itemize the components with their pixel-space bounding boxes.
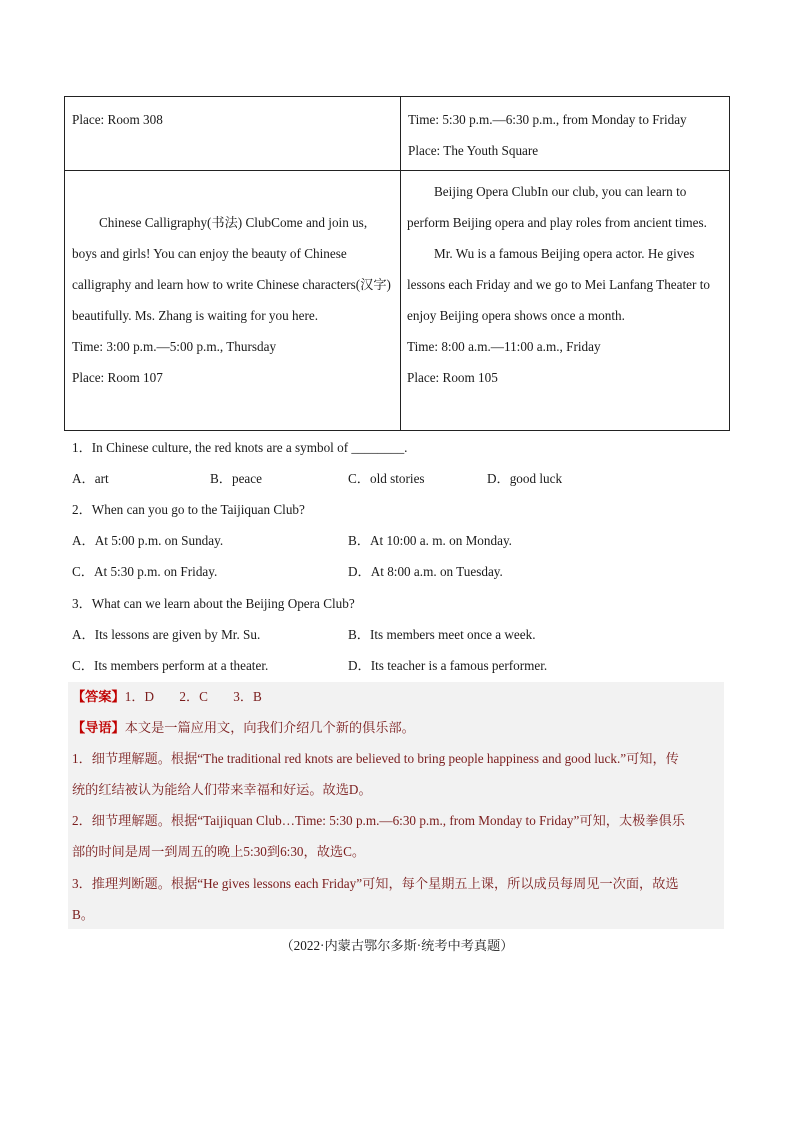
option: A．art — [72, 471, 109, 486]
time-text: Time: 8:00 a.m.—11:00 a.m., Friday — [407, 339, 601, 354]
answer-line — [72, 687, 262, 707]
time-text: Time: 5:30 p.m.—6:30 p.m., from Monday to Friday — [408, 112, 687, 127]
calligraphy-club-cell — [72, 207, 394, 393]
option: C．Its members perform at a theater. — [72, 658, 269, 673]
cell-top-right — [408, 104, 728, 166]
club-description: Beijing Opera ClubIn our club, you can learn to perform Beijing opera and play roles from ancient times. — [407, 184, 707, 230]
cell-top-left — [72, 104, 392, 135]
question-stem: 1．In Chinese culture, the red knots are a symbol of ________. — [72, 440, 408, 455]
option: D．Its teacher is a famous performer. — [348, 658, 548, 673]
guide-line — [72, 718, 415, 738]
answer-block — [68, 682, 724, 929]
explanation-line: 2．细节理解题。根据“Taijiquan Club…Time: 5:30 p.m.—6:30 p.m., from Monday to Friday”可知，太极拳俱乐 — [72, 813, 685, 828]
place-text: Place: Room 308 — [72, 112, 163, 127]
club-table — [64, 96, 730, 431]
explanation-line: 3．推理判断题。根据“He gives lessons each Friday”可知，每个星期五上课，所以成员每周见一次面，故选 — [72, 876, 679, 891]
club-description: Mr. Wu is a famous Beijing opera actor. He gives lessons each Friday and we go to Mei Lanfang Theater to enjoy Beijing opera shows once a month. — [407, 246, 710, 323]
explanation-line: 统的红结被认为能给人们带来幸福和好运。故选D。 — [72, 782, 372, 797]
option: B．peace — [210, 471, 262, 486]
option: A．Its lessons are given by Mr. Su. — [72, 627, 261, 642]
explanation-line: B。 — [72, 907, 94, 922]
place-text: Place: The Youth Square — [408, 143, 539, 158]
question-stem: 3．What can we learn about the Beijing Opera Club? — [72, 596, 355, 611]
source-citation: （2022·内蒙古鄂尔多斯·统考中考真题） — [280, 938, 514, 953]
opera-club-cell — [407, 176, 725, 393]
place-text: Place: Room 107 — [72, 370, 163, 385]
table-divider — [400, 97, 401, 430]
answer-tag: 【答案】 — [72, 689, 125, 704]
question-stem: 2．When can you go to the Taijiquan Club? — [72, 502, 305, 517]
explanation-line: 1．细节理解题。根据“The traditional red knots are believed to bring people happiness and good luck.”可知，传 — [72, 751, 679, 766]
option: D．At 8:00 a.m. on Tuesday. — [348, 564, 503, 579]
guide-text: 本文是一篇应用文，向我们介绍几个新的俱乐部。 — [124, 720, 415, 735]
option: C．At 5:30 p.m. on Friday. — [72, 564, 218, 579]
explanation-line: 部的时间是周一到周五的晚上5:30到6:30，故选C。 — [72, 844, 366, 859]
option: C．old stories — [348, 471, 425, 486]
club-description: Chinese Calligraphy(书法) ClubCome and join us, boys and girls! You can enjoy the beauty of Chinese calligraphy and learn how to write Chinese characters(汉字) beautifully. Ms. Zhang is waiting for you here. — [72, 215, 391, 323]
option: B．At 10:00 a. m. on Monday. — [348, 533, 512, 548]
option: B．Its members meet once a week. — [348, 627, 536, 642]
option: D．good luck — [487, 471, 563, 486]
place-text: Place: Room 105 — [407, 370, 498, 385]
time-text: Time: 3:00 p.m.—5:00 p.m., Thursday — [72, 339, 277, 354]
option: A．At 5:00 p.m. on Sunday. — [72, 533, 224, 548]
table-divider — [65, 170, 729, 171]
answer-text: 1．D 2．C 3．B — [124, 689, 262, 704]
guide-tag: 【导语】 — [72, 720, 125, 735]
